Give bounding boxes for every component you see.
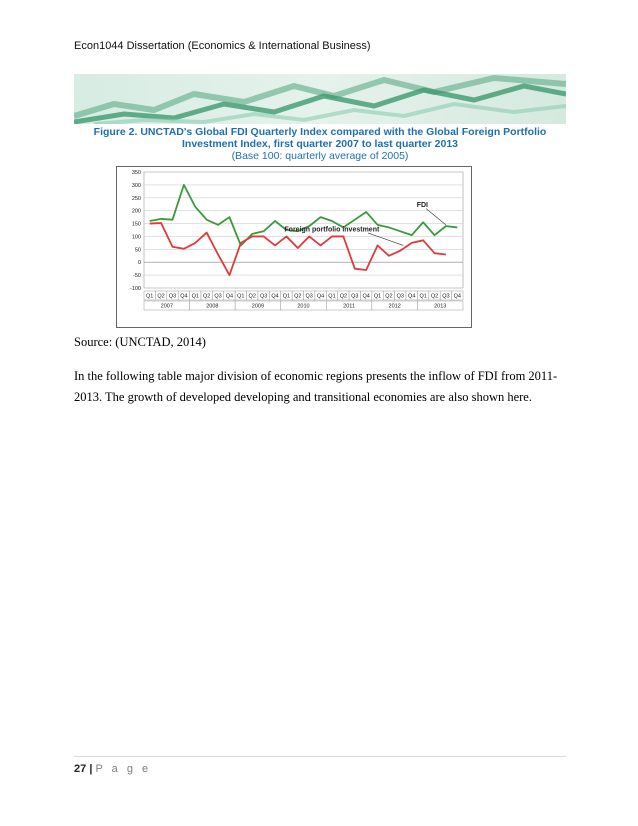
year-label: 2011 xyxy=(343,303,355,310)
x-tick-label: Q2 xyxy=(339,293,348,300)
x-tick-label: Q4 xyxy=(271,293,279,300)
y-tick-label: 150 xyxy=(131,221,141,228)
x-tick-label: Q1 xyxy=(237,293,245,300)
x-tick-label: Q3 xyxy=(396,293,405,300)
y-tick-label: 200 xyxy=(131,208,141,215)
x-tick-label: Q4 xyxy=(362,293,370,300)
decorative-banner-image xyxy=(74,74,566,124)
y-tick-label: 50 xyxy=(134,247,141,254)
x-tick-label: Q3 xyxy=(305,293,313,300)
x-tick-label: Q1 xyxy=(373,293,382,300)
x-tick-label: Q2 xyxy=(248,293,256,300)
year-label: 2013 xyxy=(434,303,447,310)
x-tick-label: Q1 xyxy=(146,293,154,300)
fdi-annotation: FDI xyxy=(416,201,429,209)
year-label: 2007 xyxy=(160,303,173,310)
x-tick-label: Q4 xyxy=(453,293,461,300)
y-tick-label: -50 xyxy=(133,273,141,280)
page-label: P a g e xyxy=(95,763,152,775)
footer-divider xyxy=(74,756,566,757)
x-tick-label: Q4 xyxy=(180,293,188,300)
x-tick-label: Q4 xyxy=(316,293,325,300)
footer-separator: | xyxy=(89,763,93,775)
y-tick-label: 0 xyxy=(137,260,141,267)
year-label: 2008 xyxy=(206,303,219,310)
x-tick-label: Q4 xyxy=(408,293,416,300)
document-header: Econ1044 Dissertation (Economics & International Business) xyxy=(74,40,371,52)
x-tick-label: Q2 xyxy=(157,293,165,300)
source-citation: Source: (UNCTAD, 2014) xyxy=(74,335,206,349)
x-tick-label: Q4 xyxy=(225,293,234,300)
figure-title-line-1: Figure 2. UNCTAD's Global FDI Quarterly Index compared with the Global Foreign Portfolio xyxy=(93,126,547,138)
y-tick-label: 250 xyxy=(131,195,141,202)
x-tick-label: Q1 xyxy=(191,293,199,300)
year-label: 2009 xyxy=(251,303,265,310)
x-tick-label: Q3 xyxy=(442,293,450,300)
x-tick-label: Q2 xyxy=(385,293,393,300)
x-tick-label: Q3 xyxy=(351,293,359,300)
year-label: 2012 xyxy=(388,303,401,310)
x-tick-label: Q3 xyxy=(168,293,177,300)
x-tick-label: Q3 xyxy=(214,293,222,300)
y-tick-label: -100 xyxy=(129,286,141,292)
figure-title xyxy=(74,126,566,162)
x-tick-label: Q3 xyxy=(259,293,268,300)
portfolio-annotation: Foreign portfolio investment xyxy=(284,226,380,234)
banner-graphic xyxy=(74,74,566,124)
fdi-chart-svg xyxy=(116,166,472,328)
figure-title-line-2: Investment Index, first quarter 2007 to last quarter 2013 xyxy=(181,138,459,150)
page-footer xyxy=(74,763,151,775)
y-tick-label: 100 xyxy=(131,234,141,241)
figure-title-line-3: (Base 100: quarterly average of 2005) xyxy=(231,150,409,162)
x-tick-label: Q2 xyxy=(202,293,211,300)
x-tick-label: Q1 xyxy=(419,293,427,300)
body-paragraph: In the following table major division of economic regions presents the inflow of FDI from 2011-2013. The growth of developed developing and transitional economies are also shown here. xyxy=(74,369,558,404)
year-label: 2010 xyxy=(297,303,310,310)
x-tick-label: Q1 xyxy=(282,293,291,300)
x-tick-label: Q2 xyxy=(294,293,302,300)
y-tick-label: 350 xyxy=(131,170,141,176)
fdi-chart xyxy=(116,166,472,333)
page-number: 27 xyxy=(74,763,87,775)
x-tick-label: Q1 xyxy=(328,293,336,300)
x-tick-label: Q2 xyxy=(430,293,439,300)
y-tick-label: 300 xyxy=(131,182,141,189)
